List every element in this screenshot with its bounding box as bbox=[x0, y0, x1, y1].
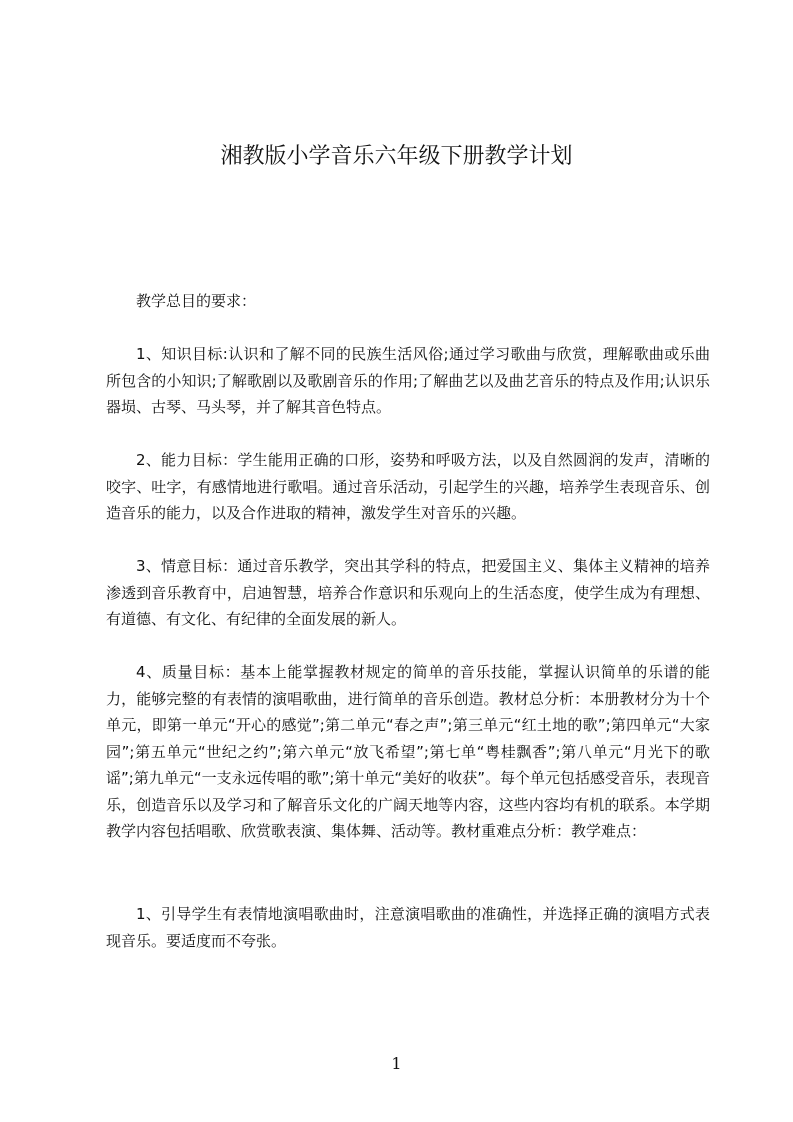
paragraph-teaching-difficulty-1: 1、引导学生有表情地演唱歌曲时，注意演唱歌曲的准确性，并选择正确的演唱方式表现音乐。要适度而不夸张。 bbox=[106, 905, 710, 950]
intro-heading: 教学总目的要求： bbox=[136, 292, 257, 310]
paragraph-emotion-goal: 3、情意目标：通过音乐教学，突出其学科的特点，把爱国主义、集体主义精神的培养渗透到音乐教育中，启迪智慧，培养合作意识和乐观向上的生活态度，使学生成为有理想、有道德、有文化、有纪律的全面发展的新人。 bbox=[106, 557, 710, 628]
paragraph-knowledge-goal: 1、知识目标:认识和了解不同的民族生活风俗;通过学习歌曲与欣赏，理解歌曲或乐曲所包含的小知识;了解歌剧以及歌剧音乐的作用;了解曲艺以及曲艺音乐的特点及作用;认识乐器埙、古琴、马头琴，并了解其音色特点。 bbox=[106, 345, 710, 416]
paragraph-ability-goal: 2、能力目标：学生能用正确的口形，姿势和呼吸方法，以及自然圆润的发声，清晰的咬字、吐字，有感情地进行歌唱。通过音乐活动，引起学生的兴趣，培养学生表现音乐、创造音乐的能力，以及合作进取的精神，激发学生对音乐的兴趣。 bbox=[106, 451, 710, 522]
page-number: 1 bbox=[391, 1054, 402, 1073]
document-title: 湘教版小学音乐六年级下册教学计划 bbox=[220, 144, 573, 169]
paragraph-quality-goal: 4、质量目标：基本上能掌握教材规定的简单的音乐技能，掌握认识简单的乐谱的能力，能够完整的有表情的演唱歌曲，进行简单的音乐创造。教材总分析：本册教材分为十个单元，即第一单元“开心的感觉”;第二单元“春之声”;第三单元“红土地的歌”;第四单元“大家园”;第五单元“世纪之约”;第六单元“放飞希望”;第七单“粤桂飘香”;第八单元“月光下的歌谣”;第九单元“一支永远传唱的歌”;第十单元“美好的收获”。每个单元包括感受音乐，表现音乐，创造音乐以及学习和了解音乐文化的广阔天地等内容，这些内容均有机的联系。本学期教学内容包括唱歌、欣赏歌表演、集体舞、活动等。教材重难点分析：教学难点： bbox=[106, 663, 710, 840]
